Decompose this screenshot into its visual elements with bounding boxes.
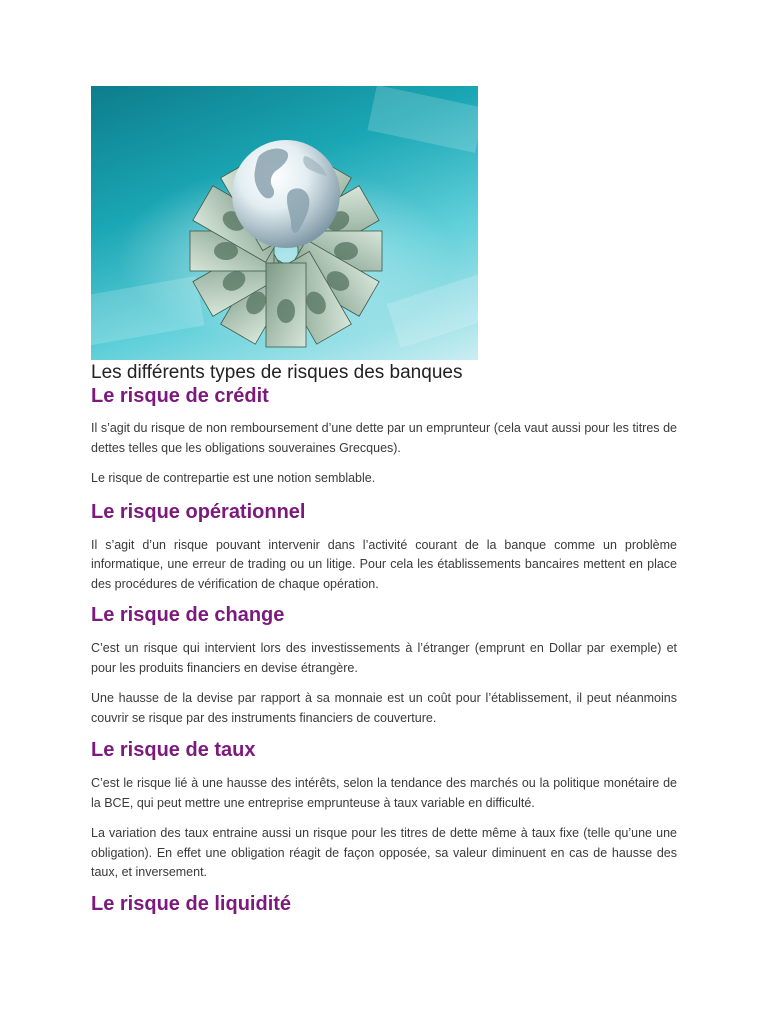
section-heading-credit: Le risque de crédit (91, 385, 269, 407)
section-paragraph: Il s’agit du risque de non remboursement d’une dette par un emprunteur (cela vaut aussi pour les titres de dettes telles que les obligations souveraines Grecques). (91, 421, 677, 455)
hero-image (91, 86, 478, 360)
section-heading-operational: Le risque opérationnel (91, 500, 306, 523)
section-heading-taux: Le risque de taux (91, 739, 256, 761)
section-heading-liquidite: Le risque de liquidité (91, 892, 292, 915)
section-paragraph: Le risque de contrepartie est une notion semblable. (91, 471, 376, 485)
section-paragraph: Il s’agit d’un risque pouvant intervenir dans l’activité courant de la banque comme un problème informatique, une erreur de trading ou un litige. Pour cela les établissements bancaires mettent en place des procédures de vérification de chaque opération. (91, 537, 677, 591)
section-heading-change: Le risque de change (91, 604, 285, 626)
section-paragraph: Une hausse de la devise par rapport à sa monnaie est un coût pour l’établissement, il peut néanmoins couvrir se risque par des instruments financiers de couverture. (91, 691, 677, 725)
document-title: Les différents types de risques des banques (91, 362, 463, 383)
section-paragraph: C’est le risque lié à une hausse des intérêts, selon la tendance des marchés ou la politique monétaire de la BCE, qui peut mettre une entreprise emprunteuse à taux variable en difficulté. (91, 776, 677, 810)
globe-money-illustration (91, 86, 478, 360)
section-paragraph: C’est un risque qui intervient lors des investissements à l’étranger (emprunt en Dollar par exemple) et pour les produits financiers en devise étrangère. (91, 641, 677, 675)
document-page (91, 86, 677, 916)
section-paragraph: La variation des taux entraine aussi un risque pour les titres de dette même à taux fixe (telle qu’une une obligation). En effet une obligation réagit de façon opposée, sa valeur diminuent en cas de hausse des taux, et inversement. (91, 826, 677, 879)
